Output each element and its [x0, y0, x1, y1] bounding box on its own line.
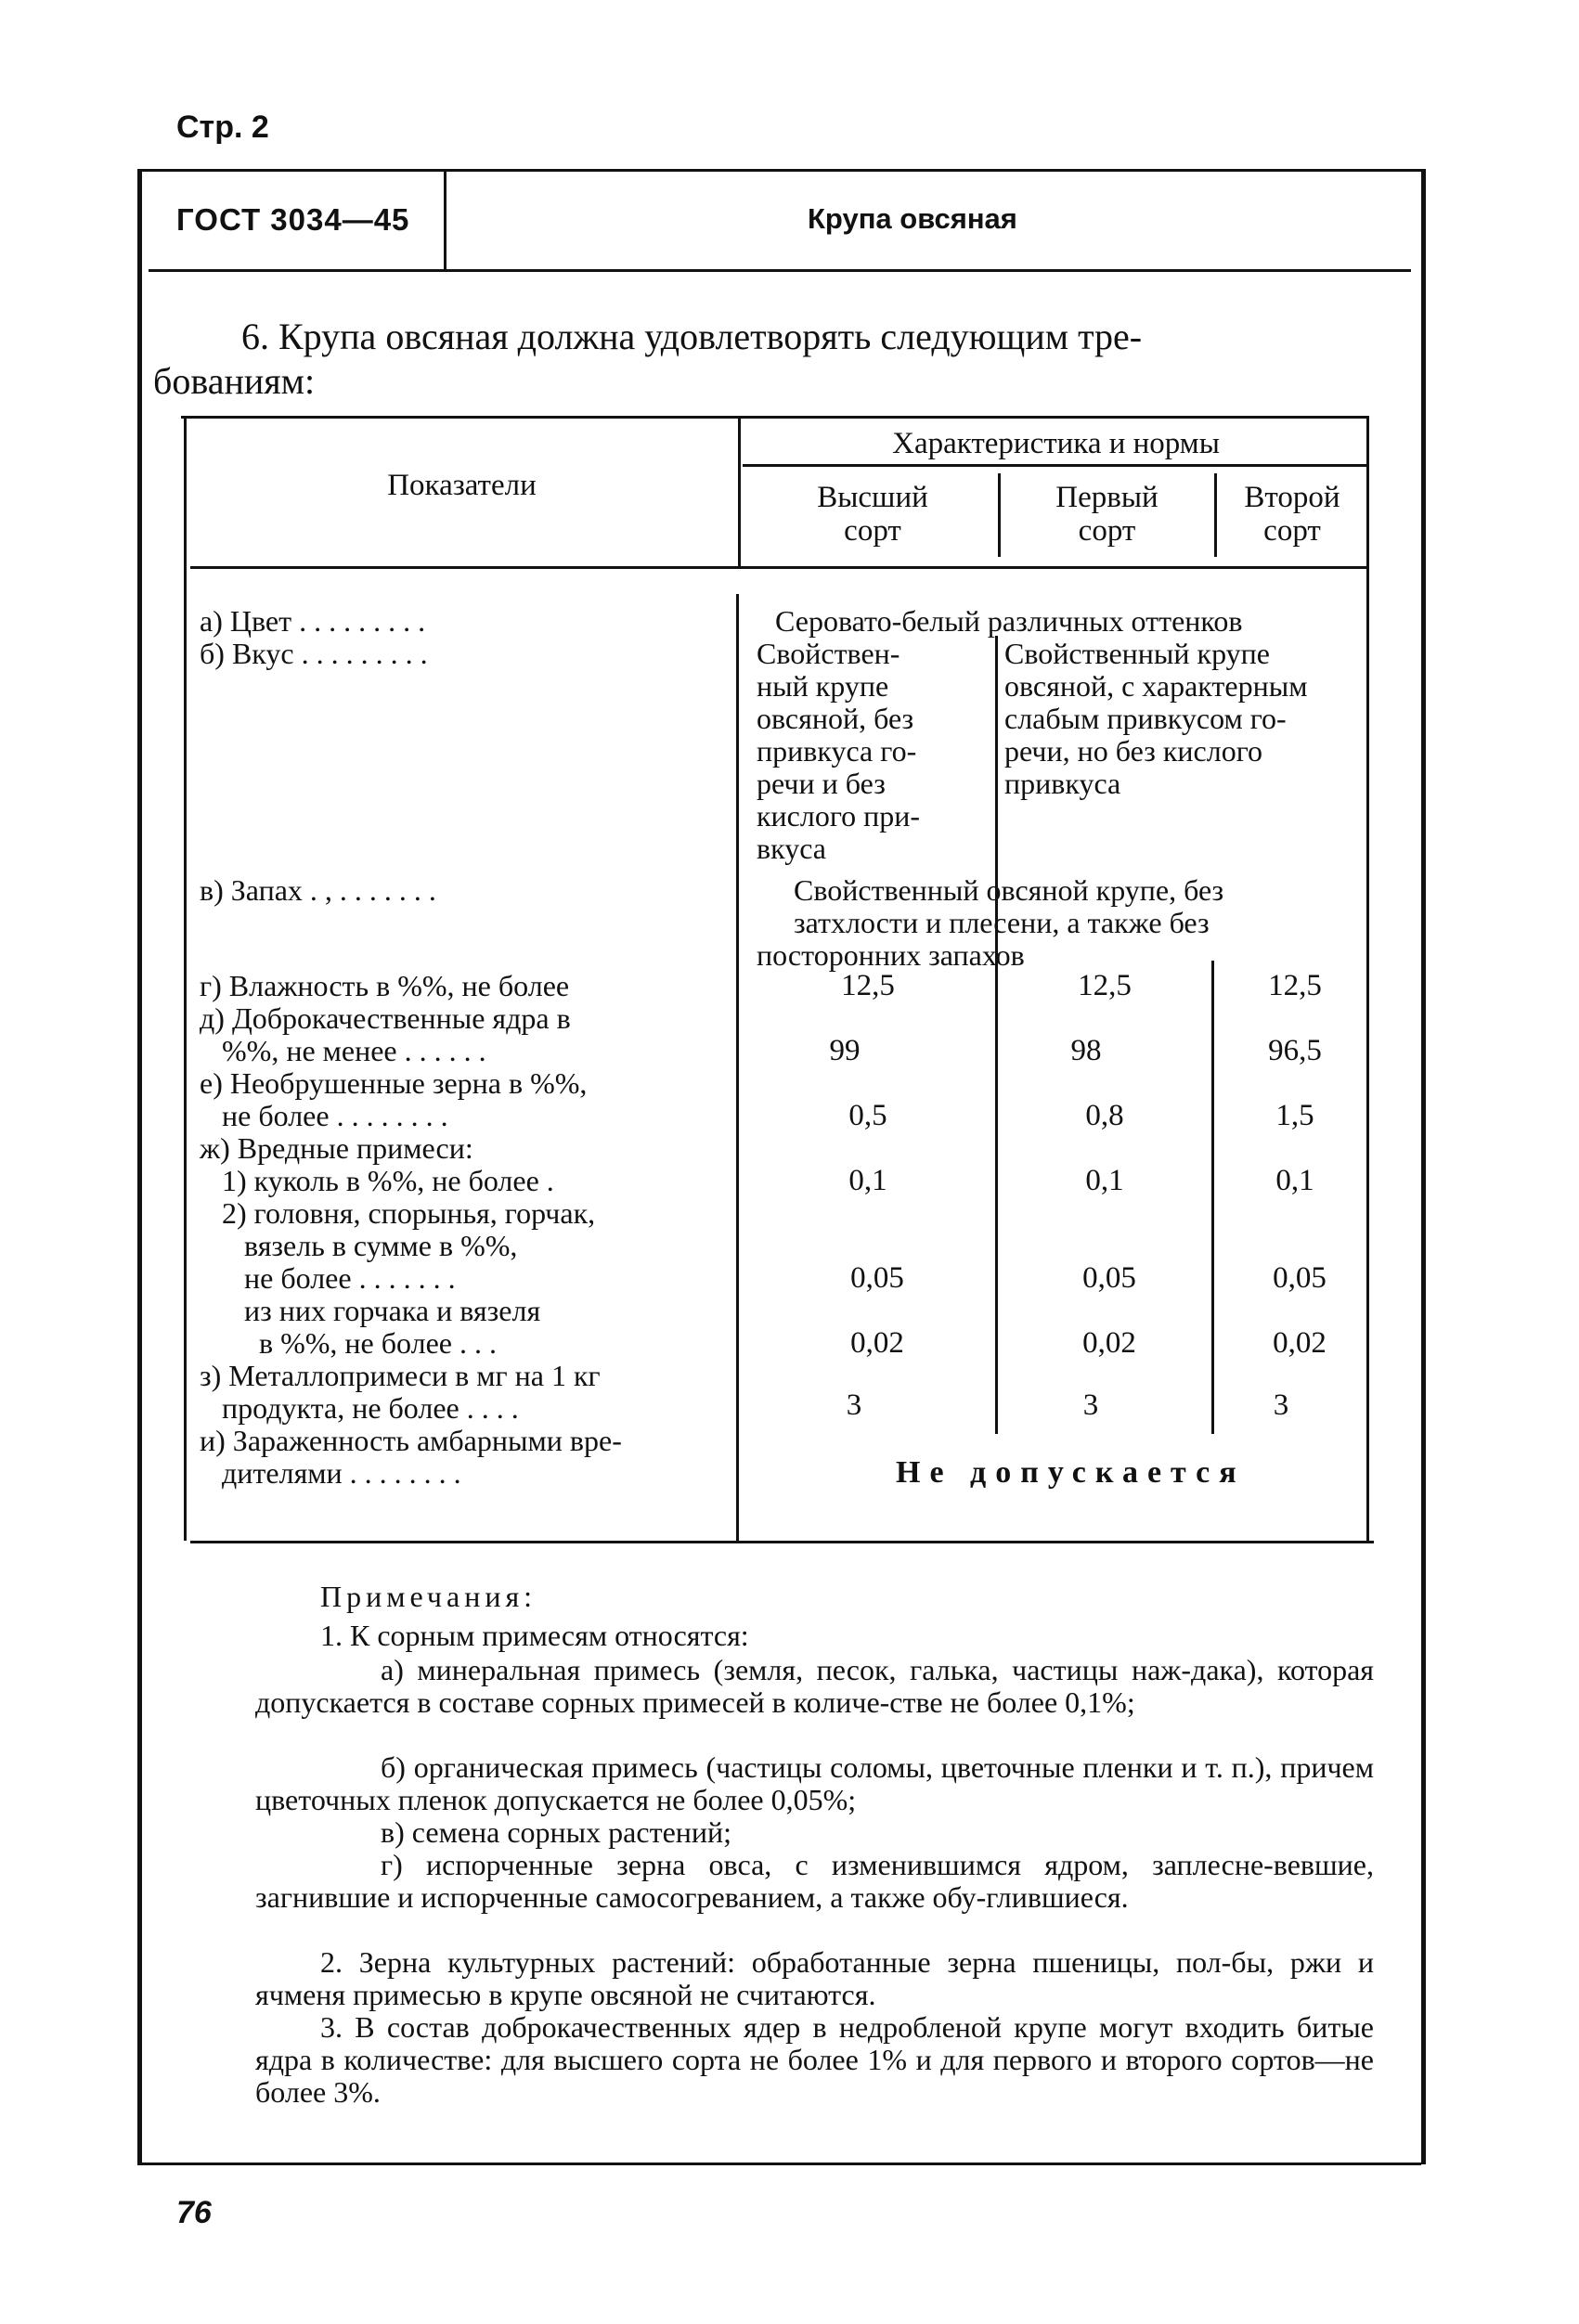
smell-line: затхлости и плесени, а также без — [794, 906, 1210, 939]
smell-value — [757, 874, 1351, 972]
indicator-unhulled-2: не более . . . . . . . . — [200, 1099, 448, 1132]
gorchak-top: 0,02 — [850, 1326, 904, 1360]
color-value: Серовато-белый различных оттенков — [775, 604, 1243, 638]
indicator-gorchak-2: в %%, не более . . . — [200, 1326, 497, 1360]
note-1b: б) органическая примесь (частицы соломы, цветочные пленки и т. п.), причем цветочных пленок допускается не более 0,05%; — [255, 1750, 1374, 1816]
taste-other-grades — [1004, 638, 1368, 800]
taste-other-line: привкуса — [1004, 767, 1121, 800]
taste-top-line: ный крупе — [757, 669, 889, 703]
section-intro-line1: 6. Крупа овсяная должна удовлетворять следующим тре- — [241, 316, 1143, 357]
taste-top-line: вкуса — [757, 832, 826, 865]
grade-header-second — [1218, 481, 1366, 548]
taste-top-grade — [757, 638, 989, 865]
taste-top-line: привкуса го- — [757, 734, 917, 768]
corncockle-second: 0,1 — [1275, 1164, 1314, 1197]
frame-bottom-rule — [137, 2163, 1421, 2165]
metal-top: 3 — [846, 1388, 862, 1422]
indicators-header: Показатели — [387, 469, 537, 502]
characteristics-header: Характеристика и нормы — [892, 427, 1220, 460]
moisture-second: 12,5 — [1268, 969, 1322, 1002]
good-kernels-top: 99 — [829, 1034, 861, 1067]
unhulled-top: 0,5 — [848, 1099, 887, 1132]
table-left-border — [184, 418, 187, 1541]
grade-top-line2: сорт — [844, 514, 901, 548]
good-kernels-second: 96,5 — [1268, 1034, 1322, 1067]
indicator-smut-3: не более . . . . . . . — [200, 1261, 456, 1295]
taste-other-line: овсяной, с характерным — [1004, 669, 1308, 703]
unhulled-first: 0,8 — [1085, 1099, 1124, 1132]
moisture-top: 12,5 — [841, 969, 895, 1002]
indicator-good-kernels-2: %%, не менее . . . . . . — [200, 1034, 486, 1067]
smut-first: 0,05 — [1082, 1261, 1136, 1295]
grade-divider-1-body — [995, 636, 998, 1434]
indicator-unhulled-1: е) Необрушенные зерна в %%, — [200, 1066, 588, 1100]
note-3: 3. В состав доброкачественных ядер в недробленой крупе могут входить битые ядра в количестве: для высшего сорта не более 1% и для первого и второго сортов—не более 3%. — [255, 2010, 1374, 2109]
indicator-metal-1: з) Металлопримеси в мг на 1 кг — [200, 1359, 601, 1392]
gorchak-second: 0,02 — [1273, 1326, 1327, 1360]
grade-top-line1: Высший — [817, 481, 928, 514]
grade-first-line2: сорт — [1078, 514, 1136, 548]
grade-second-line1: Второй — [1244, 481, 1340, 514]
grade-divider-2-header — [1214, 473, 1217, 557]
taste-top-line: овсяной, без — [757, 702, 914, 735]
indicator-smut-1: 2) головня, спорынья, горчак, — [200, 1196, 596, 1230]
page-number: 76 — [176, 2195, 212, 2230]
note-1: 1. К сорным примесям относятся: — [320, 1619, 749, 1652]
corncockle-top: 0,1 — [848, 1164, 887, 1197]
taste-top-line: речи и без — [757, 767, 886, 800]
grade-header-first — [1003, 481, 1211, 548]
smut-second: 0,05 — [1273, 1261, 1327, 1295]
indicator-pests-2: дителями . . . . . . . . — [200, 1456, 461, 1490]
corncockle-first: 0,1 — [1085, 1164, 1124, 1197]
taste-top-line: кислого при- — [757, 799, 921, 833]
indicator-taste: б) Вкус . . . . . . . . . — [200, 637, 428, 670]
moisture-first: 12,5 — [1078, 969, 1132, 1002]
page-label: Стр. 2 — [176, 110, 269, 145]
grade-divider-1-header — [998, 473, 1001, 557]
indicator-harmful: ж) Вредные примеси: — [200, 1131, 473, 1165]
indicator-moisture: г) Влажность в %%, не более — [200, 969, 570, 1002]
table-bottom-rule — [190, 1541, 1374, 1543]
indicator-gorchak-1: из них горчака и вязеля — [200, 1294, 541, 1327]
note-1d: г) испорченные зерна овса, с изменившимся ядром, заплесне-вевшие, загнившие и испорченные самосогреванием, а также обу-глившиеся. — [255, 1848, 1374, 1914]
standard-number: ГОСТ 3034—45 — [176, 202, 410, 237]
metal-first: 3 — [1082, 1388, 1099, 1422]
metal-second: 3 — [1273, 1388, 1289, 1422]
indicator-color: а) Цвет . . . . . . . . . — [200, 604, 426, 638]
smell-line: Свойственный овсяной крупе, без — [794, 873, 1224, 907]
smut-top: 0,05 — [850, 1261, 904, 1295]
grade-first-line1: Первый — [1055, 481, 1158, 514]
unhulled-second: 1,5 — [1275, 1099, 1314, 1132]
header-divider — [444, 172, 447, 269]
good-kernels-first: 98 — [1070, 1034, 1102, 1067]
header-bottom-rule — [149, 269, 1411, 272]
taste-other-line: Свойственный крупе — [1004, 637, 1270, 670]
indicator-column-divider-header — [738, 418, 741, 566]
note-1a: а) минеральная примесь (земля, песок, галька, частицы наж-дака), которая допускается в составе сорных примесей в количе-стве не более 0,1%; — [255, 1653, 1374, 1719]
indicator-smut-2: вязель в сумме в %%, — [200, 1229, 518, 1262]
frame-top-rule — [137, 169, 1421, 172]
taste-top-line: Свойствен- — [757, 637, 900, 670]
grade-divider-2-body — [1211, 961, 1214, 1434]
indicator-corncockle: 1) куколь в %%, не более . — [200, 1164, 554, 1197]
indicator-smell: в) Запах . , . . . . . . . — [200, 873, 436, 907]
indicator-column-divider-body — [736, 594, 739, 1541]
table-header-rule — [190, 566, 1369, 569]
section-intro-line2: бованиям: — [153, 360, 316, 402]
pests-value: Не допускается — [896, 1455, 1246, 1490]
indicator-pests-1: и) Зараженность амбарными вре- — [200, 1424, 622, 1457]
grade-header-top — [761, 481, 984, 548]
taste-other-line: речи, но без кислого — [1004, 734, 1263, 768]
notes-title: Примечания: — [320, 1580, 537, 1613]
smell-line: посторонних запахов — [757, 938, 1025, 972]
grade-second-line2: сорт — [1263, 514, 1321, 548]
indicator-good-kernels-1: д) Доброкачественные ядра в — [200, 1001, 571, 1035]
note-1c: в) семена сорных растений; — [381, 1815, 732, 1849]
table-top-rule — [181, 416, 1369, 419]
taste-other-line: слабым привкусом го- — [1004, 702, 1287, 735]
note-2: 2. Зерна культурных растений: обработанные зерна пшеницы, пол-бы, ржи и ячменя примесью в крупе овсяной не считаются. — [255, 1945, 1374, 2011]
document-title: Крупа овсяная — [808, 202, 1017, 235]
group-header-rule — [743, 464, 1369, 467]
indicator-metal-2: продукта, не более . . . . — [200, 1391, 519, 1425]
gorchak-first: 0,02 — [1082, 1326, 1136, 1360]
